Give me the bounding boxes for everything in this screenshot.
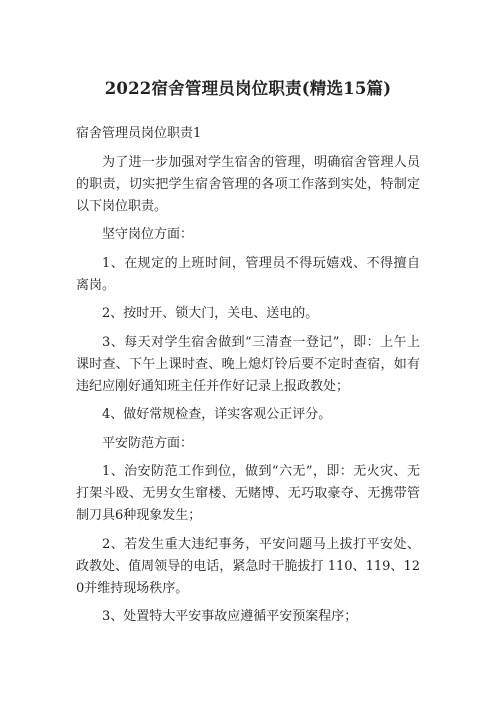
document-body: [76, 123, 420, 635]
subsection-heading: 平安防范方面：: [102, 435, 194, 451]
list-item: 2、若发生重大违纪事务，平安问题马上拔打平安处、政教处、值周领导的电话，紧急时干脆拔打 110、119、120并维持现场秩序。: [76, 536, 420, 596]
paragraph: 为了进一步加强对学生宿舍的管理，明确宿舍管理人员的职责，切实把学生宿舍管理的各项工作落到实处，特制定以下岗位职责。: [76, 154, 420, 214]
subsection-heading: 坚守岗位方面：: [102, 227, 194, 242]
list-item: 4、做好常规检查，详实客观公正评分。: [102, 407, 332, 422]
list-item: 1、在规定的上班时间，管理员不得玩嬉戏、不得擅自离岗。: [76, 255, 420, 293]
document-title: 2022宿舍管理员岗位职责(精选15篇): [104, 79, 392, 98]
section-heading: 宿舍管理员岗位职责1: [76, 126, 202, 141]
list-item: 2、按时开、锁大门，关电、送电的。: [102, 306, 319, 321]
list-item: 1、治安防范工作到位，做到“六无”，即：无火灾、无打架斗殴、无男女生窜楼、无赌博、无巧取豪夺、无携带管制刀具6种现象发生；: [76, 464, 420, 523]
list-item: 3、每天对学生宿舍做到“三清查一登记”，即：上午上课时查、下午上课时查、晚上熄灯铃后要不定时查宿，如有违纪应刚好通知班主任并作好记录上报政教处；: [76, 334, 420, 394]
list-item: 3、处置特大平安事故应遵循平安预案程序；: [102, 609, 358, 624]
